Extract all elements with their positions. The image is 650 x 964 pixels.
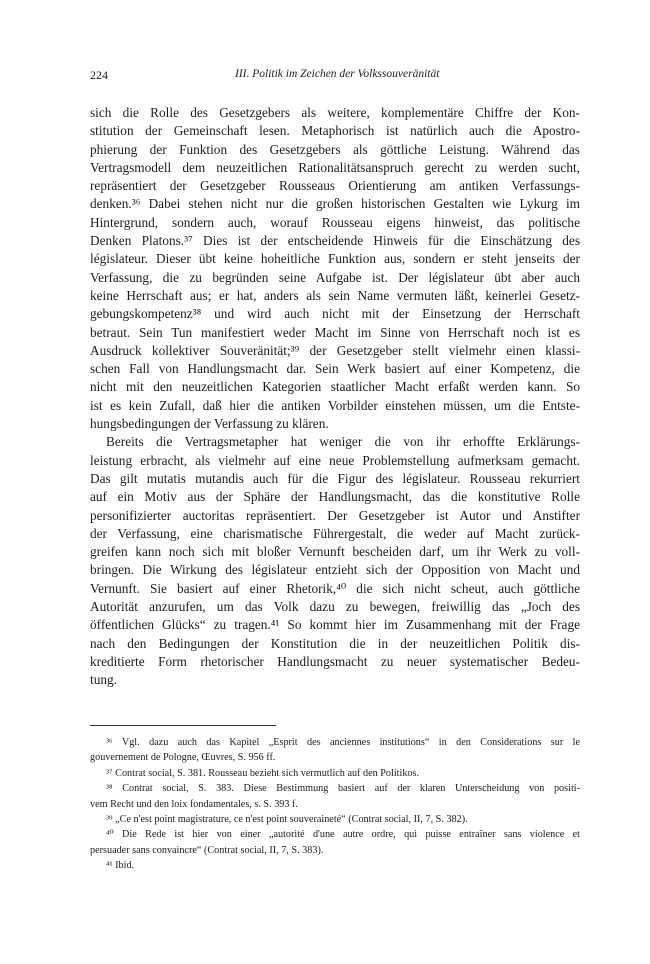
running-title: III. Politik im Zeichen der Volkssouveränität xyxy=(235,68,440,80)
footnote-line: ³⁷ Contrat social, S. 381. Rousseau bezieht sich vermutlich auf den Politikos. xyxy=(106,767,420,779)
footnote-line: gouvernement de Pologne, Œuvres, S. 956 ff. xyxy=(90,752,276,764)
body-line: tung. xyxy=(90,672,117,688)
page-number: 224 xyxy=(90,68,108,82)
footnote-separator xyxy=(90,725,276,726)
body-line: nicht mit den neuzeitlichen Kategorien staatlicher Macht erfaßt werden kann. So xyxy=(90,379,580,395)
body-line: bringen. Die Wirkung des législateur entzieht sich der Opposition von Macht und xyxy=(90,562,580,578)
body-line: Das gilt mutatis mutandis auch für die Figur des législateur. Rousseau rekurriert xyxy=(90,470,580,486)
footnote-line: persuader sans convaincre“ (Contrat social, II, 7, S. 383). xyxy=(90,844,324,856)
footnote-line: ⁴¹ Ibid. xyxy=(106,860,135,872)
body-line: phierung der Funktion des Gesetzgebers als göttliche Leistung. Während das xyxy=(90,141,580,157)
body-line: denken.³⁶ Dabei stehen nicht nur die großen historischen Gestalten wie Lykurg im xyxy=(90,196,580,212)
footnote-line: ³⁶ Vgl. dazu auch das Kapitel „Esprit des anciennes institutions“ in den Considerations sur le xyxy=(106,737,580,748)
footnote-line: vem Recht und den loix fondamentales, s. S. 393 f. xyxy=(90,798,298,810)
body-line: schen Fall von Handlungsmacht dar. Sein Werk basiert auf einer Kompetenz, die xyxy=(90,361,580,377)
body-text xyxy=(90,104,580,690)
body-line: Bereits die Vertragsmetapher hat weniger die von ihr erhoffte Erklärungs- xyxy=(106,434,580,450)
body-line: législateur. Dieser übt keine hoheitliche Funktion aus, sondern er steht jenseits der xyxy=(90,251,580,267)
body-line: betraut. Sein Tun manifestiert weder Macht im Sinne von Herrschaft noch ist es xyxy=(90,324,580,340)
body-line: der Verfassung, eine charismatische Führergestalt, die weder auf Macht zurück- xyxy=(90,525,580,541)
body-line: nach den Bedingungen der Konstitution die in der neuzeitlichen Politik dis- xyxy=(90,635,580,651)
body-line: Autorität anzurufen, um das Volk dazu zu bewegen, freiwillig das „Joch des xyxy=(90,599,580,615)
footnote-line: ⁴⁰ Die Rede ist hier von einer „autorité d'une autre ordre, qui puisse entraîner sans violence et xyxy=(106,829,580,841)
body-line: sich die Rolle des Gesetzgebers als weitere, komplementäre Chiffre der Kon- xyxy=(90,105,580,120)
body-line: personifizierter auctoritas repräsentiert. Der Gesetzgeber ist Autor und Anstifter xyxy=(90,507,580,523)
body-line: ist es kein Zufall, daß hier die antiken Vorbilder einstehen müssen, um die Entste- xyxy=(90,397,580,413)
footnote-line: ³⁹ „Ce n'est point magistrature, ce n'est point souveraineté“ (Contrat social, II, 7, S. 382). xyxy=(106,813,468,825)
body-line: hungsbedingungen der Verfassung zu klären. xyxy=(90,416,329,432)
footnote-line: ³⁸ Contrat social, S. 383. Diese Bestimmung basiert auf der klaren Unterscheidung von positi- xyxy=(106,783,580,795)
body-line: Hintergrund, sondern auch, worauf Rousseau eigens hinweist, das politische xyxy=(90,214,580,230)
body-line: stitution der Gemeinschaft lesen. Metaphorisch ist natürlich auch die Apostro- xyxy=(90,123,580,139)
body-line: Vertragsmodell dem neuzeitlichen Rationalitätsanspruch gerecht zu werden sucht, xyxy=(90,159,580,175)
body-line: auf ein Motiv aus der Sphäre der Handlungsmacht, das die konstitutive Rolle xyxy=(90,489,580,505)
body-line: kreditierte Form rhetorischer Handlungsmacht zu neuer systematischer Bedeu- xyxy=(90,653,580,669)
footnotes xyxy=(90,735,580,874)
body-line: repräsentiert der Gesetzgeber Rousseaus Orientierung am antiken Verfassungs- xyxy=(90,178,580,194)
body-line: Verfassung, die zu begründen seine Aufgabe ist. Der législateur übt aber auch xyxy=(90,269,580,285)
body-line: Vernunft. Sie basiert auf einer Rhetorik,⁴⁰ die sich nicht scheut, auch göttliche xyxy=(90,580,580,596)
body-line: Denken Platons.³⁷ Dies ist der entscheidende Hinweis für die Einschätzung des xyxy=(90,233,580,249)
body-line: öffentlichen Glücks“ zu tragen.⁴¹ So kommt hier im Zusammenhang mit der Frage xyxy=(90,617,580,633)
body-line: greifen kann noch sich mit bloßer Vernunft bescheiden darf, um ihr Werk zu voll- xyxy=(90,544,580,560)
body-line: leistung erbracht, als vielmehr auf eine neue Problemstellung aufmerksam gemacht. xyxy=(90,452,580,468)
body-line: keine Herrschaft aus; er hat, anders als sein Name vermuten läßt, keinerlei Gesetz- xyxy=(90,287,580,303)
page-header xyxy=(90,68,580,86)
body-line: gebungskompetenz³⁸ und wird auch nicht mit der Einsetzung der Herrschaft xyxy=(90,306,580,322)
body-line: Ausdruck kollektiver Souveränität;³⁹ der Gesetzgeber stellt vielmehr einen klassi- xyxy=(90,342,580,358)
